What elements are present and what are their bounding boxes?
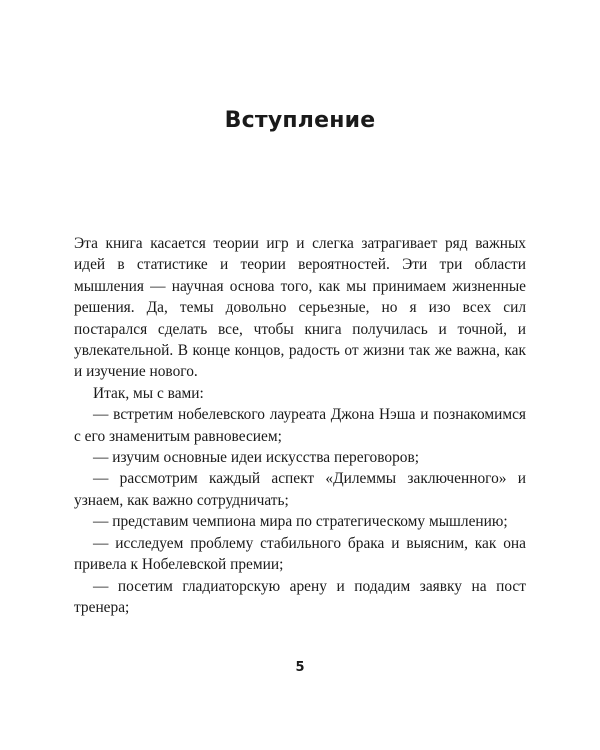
chapter-title: Вступление bbox=[224, 108, 376, 133]
list-item: — посетим гладиаторскую арену и подадим заявку на пост тренера; bbox=[74, 577, 526, 616]
chapter-body bbox=[74, 233, 526, 618]
list-item: — изучим основные идеи искусства переговоров; bbox=[93, 449, 419, 467]
list-intro: Итак, мы с вами: bbox=[93, 384, 204, 402]
page-number: 5 bbox=[295, 660, 305, 675]
list-item: — встретим нобелевского лауреата Джона Нэша и познакомимся с его знаменитым равновесием; bbox=[74, 406, 526, 445]
list-item: — рассмотрим каждый аспект «Дилеммы заключенного» и узнаем, как важно сотрудничать; bbox=[74, 470, 526, 509]
list-item: — представим чемпиона мира по стратегическому мышлению; bbox=[93, 513, 508, 531]
list-item: — исследуем проблему стабильного брака и выясним, как она привела к Нобелевской премии; bbox=[74, 534, 526, 574]
intro-paragraph: Эта книга касается теории игр и слегка затрагивает ряд важных идей в статистике и теории вероятностей. Эти три области мышления — научная основа того, как мы принимаем жизненные решения. Да, темы довольно серьезные, но я изо всех сил постарался сделать все, чтобы книга получилась и точной, и увлекательной. В конце концов, радость от жизни так же важна, как и изучение нового. bbox=[74, 235, 526, 381]
